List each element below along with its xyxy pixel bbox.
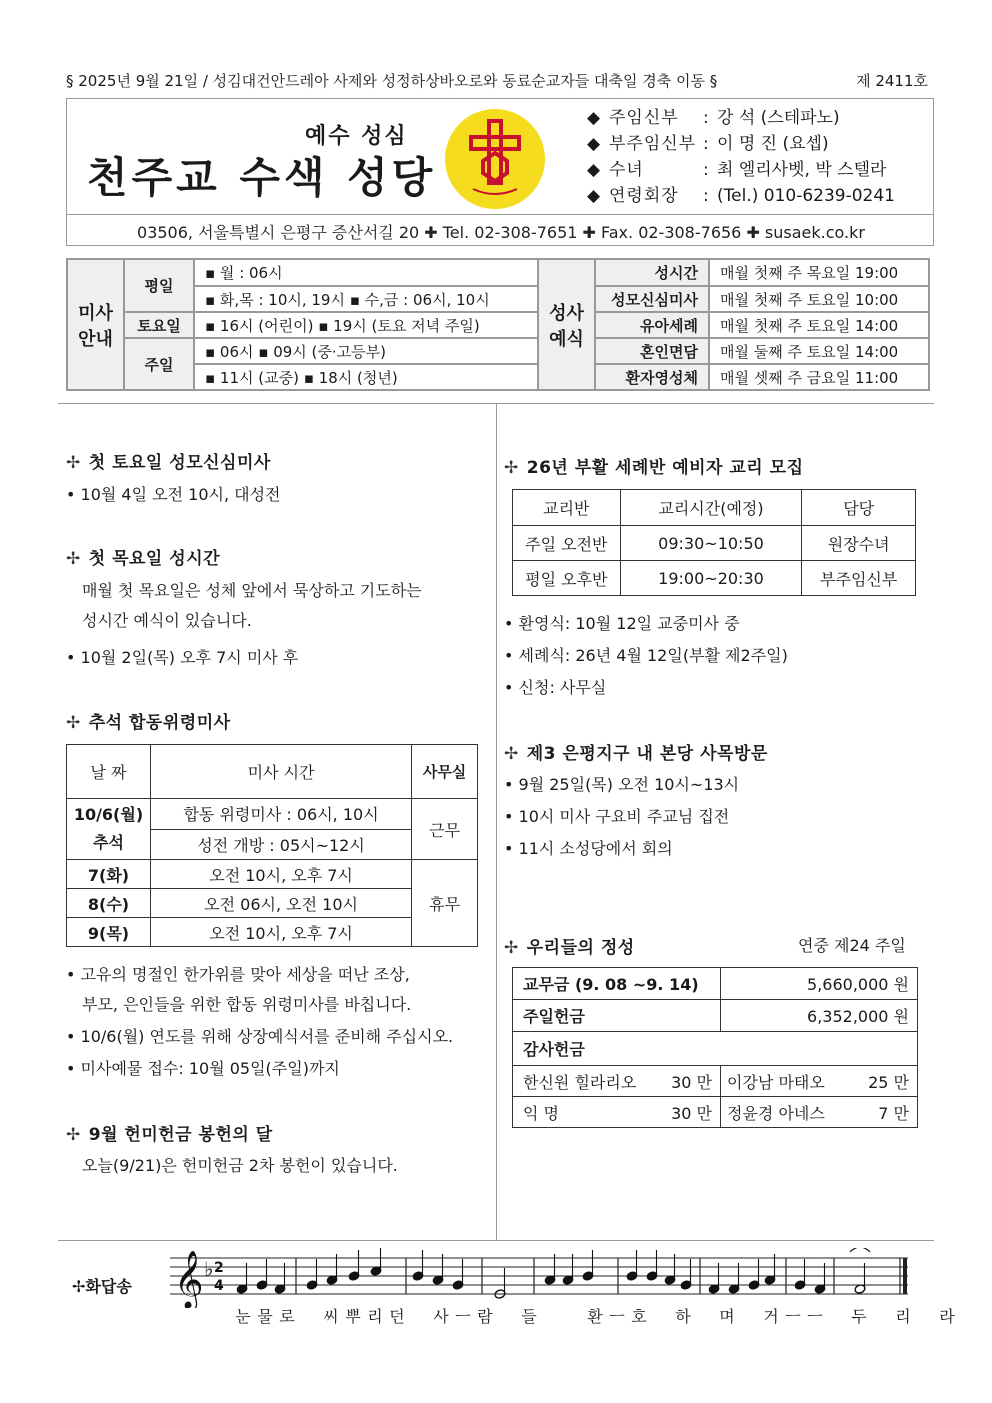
donor-name: 정윤경 아네스 bbox=[721, 1097, 851, 1128]
section-title: ✢ 첫 토요일 성모신심미사 bbox=[66, 453, 271, 473]
lyric-syllable: 눈 bbox=[235, 1307, 251, 1326]
section-divider bbox=[58, 1240, 934, 1241]
cross-icon: ✢ bbox=[504, 744, 519, 764]
list-item: • 신청: 사무실 bbox=[504, 678, 607, 697]
donor-amount: 30 만 bbox=[653, 1066, 721, 1097]
lyric-syllable: ㅡ bbox=[785, 1307, 801, 1326]
sacrament-name: 성모신심미사 bbox=[595, 286, 709, 312]
section-title: ✢ 첫 목요일 성시간 bbox=[66, 549, 221, 569]
list-item: • 10/6(월) 연도를 위해 상장예식서를 준비해 주십시오. bbox=[66, 1027, 454, 1046]
offering-table bbox=[512, 967, 918, 1128]
lyric-syllable: 환 bbox=[587, 1307, 603, 1326]
donor-amount: 30 만 bbox=[653, 1097, 721, 1128]
table-cell: 성전 개방 : 05시~12시 bbox=[150, 829, 411, 860]
column-divider bbox=[496, 403, 497, 1240]
table-cell: 교무금 (9. 08 ~9. 14) bbox=[513, 968, 721, 1000]
lyric-syllable: 람 bbox=[477, 1307, 493, 1326]
flat-icon: ♭ bbox=[204, 1257, 214, 1281]
sacrament-time: 매월 셋째 주 금요일 11:00 bbox=[709, 364, 929, 390]
issue-date-feast: § 2025년 9월 21일 / 성김대건안드레아 사제와 성정하상바오로와 동료순교자들 대축일 경축 이동 § bbox=[66, 72, 718, 90]
catechism-table bbox=[512, 489, 916, 596]
lyric-syllable: 사 bbox=[433, 1307, 449, 1326]
staff-row: ◆ 부주임신부 : 이 명 진 (요셉) bbox=[587, 134, 829, 154]
parish-header bbox=[66, 98, 934, 246]
section-title: ✢ 추석 합동위령미사 bbox=[66, 713, 231, 733]
table-cell: 근무 bbox=[412, 799, 478, 860]
chuseok-mass-table bbox=[66, 744, 478, 947]
lyric-syllable: 리 bbox=[367, 1307, 383, 1326]
table-cell: 오전 10시, 오후 7시 bbox=[150, 860, 411, 889]
table-cell: 평일 오후반 bbox=[513, 561, 621, 596]
list-item: • 10월 4일 오전 10시, 대성전 bbox=[66, 485, 281, 504]
lyric-syllable: 뿌 bbox=[345, 1307, 361, 1326]
mass-schedule bbox=[66, 258, 930, 391]
mass-label: 미사 안내 bbox=[67, 259, 124, 390]
table-cell: 19:00~20:30 bbox=[620, 561, 802, 596]
list-item: • 고유의 명절인 한가위를 맞아 세상을 떠난 조상, bbox=[66, 965, 410, 984]
lyric-syllable: 며 bbox=[719, 1307, 735, 1326]
donor-amount: 7 만 bbox=[851, 1097, 918, 1128]
sunday-label: 주일 bbox=[124, 338, 194, 390]
table-cell: 6,352,000 원 bbox=[721, 1000, 918, 1032]
issue-header bbox=[66, 70, 928, 91]
table-cell: 부주임신부 bbox=[802, 561, 916, 596]
list-item: • 10시 미사 구요비 주교님 집전 bbox=[504, 807, 730, 826]
table-header: 사무실 bbox=[412, 745, 478, 799]
staff-list bbox=[587, 105, 895, 209]
weekday-mass-1: ▪ 월 : 06시 bbox=[194, 259, 538, 286]
cross-icon: ✢ bbox=[66, 1125, 81, 1145]
table-cell: 9(목) bbox=[67, 918, 151, 947]
table-header: 교리시간(예정) bbox=[620, 490, 802, 526]
staff-row: ◆ 연령회장 : (Tel.) 010-6239-0241 bbox=[587, 186, 895, 206]
svg-text:4: 4 bbox=[214, 1278, 224, 1294]
list-item-continued: 부모, 은인들을 위한 합동 위령미사를 바칩니다. bbox=[82, 995, 412, 1014]
table-header: 담당 bbox=[802, 490, 916, 526]
sacrament-time: 매월 첫째 주 토요일 10:00 bbox=[709, 286, 929, 312]
table-header: 미사 시간 bbox=[150, 745, 411, 799]
lyric-syllable: 하 bbox=[675, 1307, 691, 1326]
table-cell: 주일헌금 bbox=[513, 1000, 721, 1032]
table-cell: 오전 10시, 오후 7시 bbox=[150, 918, 411, 947]
donor-name: 익 명 bbox=[513, 1097, 653, 1128]
table-cell: 감사헌금 bbox=[513, 1032, 918, 1066]
table-header: 날 짜 bbox=[67, 745, 151, 799]
lyric-syllable: 거 bbox=[763, 1307, 779, 1326]
table-cell: 휴무 bbox=[412, 860, 478, 947]
lyric-syllable: ㅡ bbox=[807, 1307, 823, 1326]
sunday-mass-2: ▪ 11시 (교중) ▪ 18시 (청년) bbox=[194, 364, 538, 390]
lyric-syllable: 씨 bbox=[323, 1307, 339, 1326]
svg-text:2: 2 bbox=[214, 1260, 224, 1276]
weekday-mass-2: ▪ 화,목 : 10시, 19시 ▪ 수,금 : 06시, 10시 bbox=[194, 286, 538, 312]
parish-contact: 03506, 서울특별시 은평구 증산서길 20 ✚ Tel. 02-308-7651 ✚ Fax. 02-308-7656 ✚ susaek.co.kr bbox=[137, 223, 865, 242]
parish-logo bbox=[443, 107, 547, 211]
lyric-syllable: 물 bbox=[257, 1307, 273, 1326]
sacrament-name: 유아세례 bbox=[595, 312, 709, 338]
list-item: • 9월 25일(목) 오전 10시~13시 bbox=[504, 775, 740, 794]
treble-clef-icon: 𝄞 bbox=[174, 1250, 204, 1308]
cross-icon: ✢ bbox=[504, 938, 519, 958]
table-cell: 주일 오전반 bbox=[513, 526, 621, 561]
sunday-mass-1: ▪ 06시 ▪ 09시 (중·고등부) bbox=[194, 338, 538, 364]
table-cell: 09:30~10:50 bbox=[620, 526, 802, 561]
section-title: ✢ 우리들의 정성 bbox=[504, 938, 635, 958]
donor-name: 한신원 힐라리오 bbox=[513, 1066, 653, 1097]
paragraph: 오늘(9/21)은 헌미헌금 2차 봉헌이 있습니다. bbox=[82, 1156, 398, 1175]
sacrament-time: 매월 첫째 주 목요일 19:00 bbox=[709, 259, 929, 286]
list-item: • 환영식: 10월 12일 교중미사 중 bbox=[504, 614, 740, 633]
sacrament-name: 환자영성체 bbox=[595, 364, 709, 390]
paragraph: 매월 첫 목요일은 성체 앞에서 묵상하고 기도하는 bbox=[82, 581, 422, 600]
table-cell: 원장수녀 bbox=[802, 526, 916, 561]
paragraph: 성시간 예식이 있습니다. bbox=[82, 611, 252, 630]
section-title: ✢ 26년 부활 세례반 예비자 교리 모집 bbox=[504, 458, 804, 478]
cross-icon: ✢ bbox=[66, 713, 81, 733]
list-item: • 미사예물 접수: 10월 05일(주일)까지 bbox=[66, 1059, 340, 1078]
lyric-syllable: ㅡ bbox=[455, 1307, 471, 1326]
cross-icon: ✢ bbox=[66, 549, 81, 569]
cross-icon: ✢ bbox=[504, 458, 519, 478]
sacrament-label: 성사 예식 bbox=[538, 259, 595, 390]
staff-row: ◆ 수녀 : 최 엘리사벳, 박 스텔라 bbox=[587, 160, 887, 180]
responsorial-psalm-label: ✢화답송 bbox=[72, 1277, 132, 1296]
lyric-syllable: 들 bbox=[521, 1307, 537, 1326]
table-header: 교리반 bbox=[513, 490, 621, 526]
list-item: • 10월 2일(목) 오후 7시 미사 후 bbox=[66, 648, 299, 667]
lyric-syllable: 던 bbox=[389, 1307, 405, 1326]
table-cell: 합동 위령미사 : 06시, 10시 bbox=[150, 799, 411, 830]
fermata-icon bbox=[850, 1248, 870, 1252]
lyric-syllable: 두 bbox=[851, 1307, 867, 1326]
table-cell: 5,660,000 원 bbox=[721, 968, 918, 1000]
sacrament-time: 매월 둘째 주 토요일 14:00 bbox=[709, 338, 929, 364]
section-title: ✢ 9월 헌미헌금 봉헌의 달 bbox=[66, 1125, 273, 1145]
sacrament-name: 성시간 bbox=[595, 259, 709, 286]
sacrament-time: 매월 첫째 주 토요일 14:00 bbox=[709, 312, 929, 338]
saturday-mass: ▪ 16시 (어린이) ▪ 19시 (토요 저녁 주일) bbox=[194, 312, 538, 338]
issue-number: 제 2411호 bbox=[856, 72, 928, 90]
lyric-syllable: 라 bbox=[939, 1307, 955, 1326]
weekday-label: 평일 bbox=[124, 259, 194, 312]
section-title: ✢ 제3 은평지구 내 본당 사목방문 bbox=[504, 744, 768, 764]
sacrament-name: 혼인면담 bbox=[595, 338, 709, 364]
donor-amount: 25 만 bbox=[851, 1066, 918, 1097]
lyric-syllable: ㅡ bbox=[609, 1307, 625, 1326]
music-staff bbox=[170, 1248, 916, 1308]
lyric-syllable: 리 bbox=[895, 1307, 911, 1326]
staff-row: ◆ 주임신부 : 강 석 (스테파노) bbox=[587, 108, 840, 128]
list-item: • 세례식: 26년 4월 12일(부활 제2주일) bbox=[504, 646, 788, 665]
psalm-lyrics bbox=[232, 1304, 958, 1327]
cross-icon: ✢ bbox=[66, 453, 81, 473]
saturday-label: 토요일 bbox=[124, 312, 194, 338]
list-item: • 11시 소성당에서 회의 bbox=[504, 839, 673, 858]
table-cell: 10/6(월) 추석 bbox=[67, 799, 151, 860]
table-cell: 8(수) bbox=[67, 889, 151, 918]
lyric-syllable: 호 bbox=[631, 1307, 647, 1326]
brand-subtitle: 예수 성심 bbox=[305, 124, 408, 149]
table-cell: 오전 06시, 오전 10시 bbox=[150, 889, 411, 918]
donor-name: 이강남 마태오 bbox=[721, 1066, 851, 1097]
liturgical-week: 연중 제24 주일 bbox=[798, 936, 906, 955]
table-cell: 7(화) bbox=[67, 860, 151, 889]
lyric-syllable: 로 bbox=[279, 1307, 295, 1326]
parish-name: 천주교 수색 성당 bbox=[87, 153, 437, 202]
